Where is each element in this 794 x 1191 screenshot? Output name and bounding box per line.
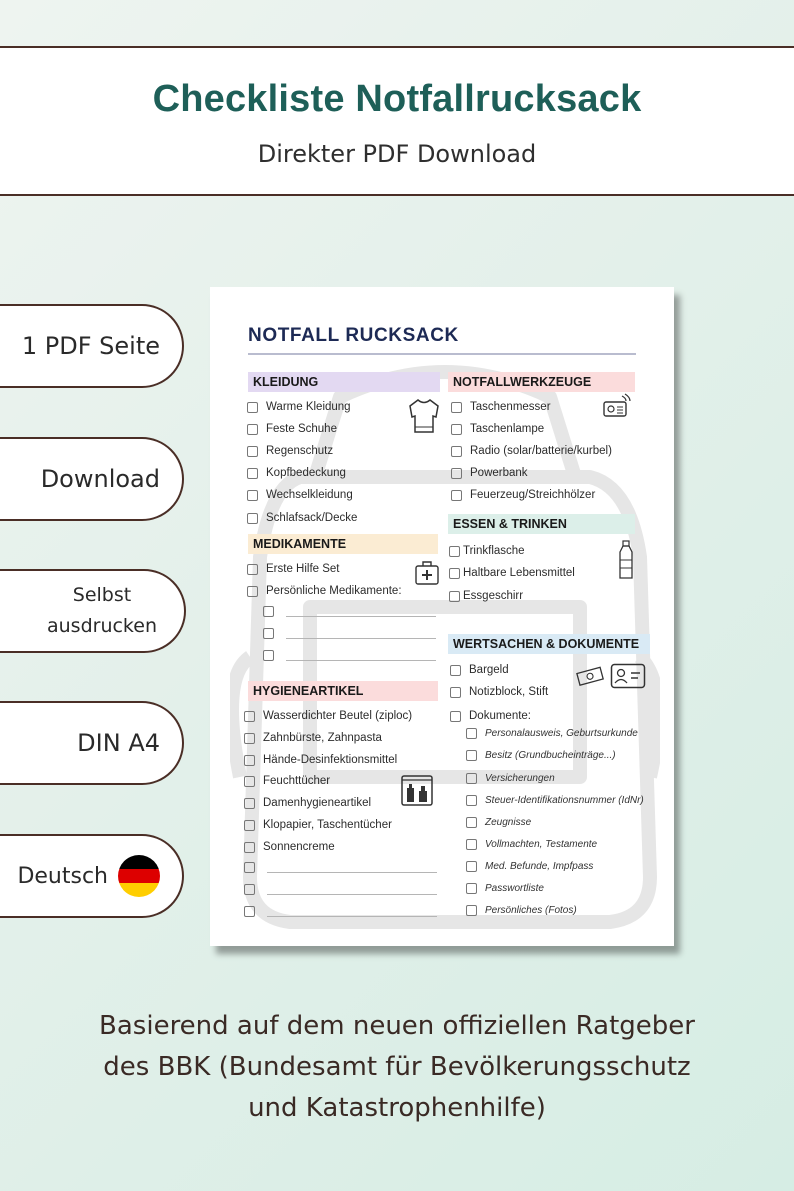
checklist-item[interactable]: [244, 754, 397, 766]
toiletry-bag-icon: [400, 771, 434, 807]
blank-item[interactable]: [244, 906, 437, 917]
checklist-item[interactable]: [449, 590, 523, 602]
item-label: Feuchttücher: [263, 775, 331, 787]
item-label: Bargeld: [469, 664, 509, 676]
page-subtitle: Direkter PDF Download: [257, 140, 537, 168]
badge-pdf-page: [0, 304, 184, 388]
badge-download: [0, 437, 184, 521]
item-label: Taschenmesser: [470, 401, 551, 413]
checklist-item[interactable]: [451, 423, 544, 435]
item-label: Haltbare Lebensmittel: [463, 567, 575, 579]
checklist-item[interactable]: [247, 489, 353, 501]
checklist-item[interactable]: [247, 423, 337, 435]
checklist-item[interactable]: [247, 467, 346, 479]
item-label: Steuer-Identifikationsnummer (IdNr): [485, 795, 644, 806]
item-label: Hände-Desinfektionsmittel: [263, 754, 398, 766]
checklist-item[interactable]: [451, 445, 612, 457]
checkbox[interactable]: [451, 402, 462, 413]
checklist-item[interactable]: [247, 401, 351, 413]
checkbox[interactable]: [451, 446, 462, 457]
document-item[interactable]: [466, 817, 531, 828]
page-title: Checkliste Notfallrucksack: [152, 78, 642, 120]
item-label: Notizblock, Stift: [469, 686, 549, 698]
section-hygiene: HYGIENEARTIKEL: [248, 681, 438, 701]
checklist-item[interactable]: [244, 841, 335, 853]
checkbox[interactable]: [244, 842, 255, 853]
checklist-preview: [210, 287, 674, 946]
checkbox[interactable]: [244, 711, 255, 722]
document-item[interactable]: [466, 773, 555, 784]
checklist-item[interactable]: [244, 775, 330, 787]
cash-icon: [576, 665, 606, 687]
checkbox[interactable]: [450, 687, 461, 698]
checkbox[interactable]: [449, 546, 460, 557]
badge-label: DIN A4: [77, 728, 160, 757]
write-line: [286, 616, 436, 617]
checklist-item[interactable]: [451, 489, 595, 501]
sweater-icon: [408, 397, 440, 435]
checkbox[interactable]: [466, 861, 477, 872]
document-item[interactable]: [466, 905, 577, 916]
checklist-item[interactable]: [247, 585, 402, 597]
item-label: Kopfbedeckung: [266, 467, 346, 479]
water-bottle-icon: [617, 540, 635, 580]
checkbox[interactable]: [466, 795, 477, 806]
checkbox[interactable]: [263, 628, 274, 639]
item-label: Essgeschirr: [463, 590, 524, 602]
section-kleidung: KLEIDUNG: [248, 372, 440, 392]
checklist-item[interactable]: [247, 445, 333, 457]
checkbox[interactable]: [247, 490, 258, 501]
checkbox[interactable]: [466, 839, 477, 850]
item-label: Wasserdichter Beutel (ziploc): [263, 710, 413, 722]
badge-din-a4: [0, 701, 184, 785]
checkbox[interactable]: [466, 905, 477, 916]
blank-item[interactable]: [263, 628, 436, 639]
write-line: [267, 894, 437, 895]
write-line: [267, 916, 437, 917]
section-notfallwerkzeuge: NOTFALLWERKZEUGE: [448, 372, 635, 392]
item-label: Wechselkleidung: [266, 489, 353, 501]
checklist-item[interactable]: [451, 401, 551, 413]
document-item[interactable]: [466, 883, 544, 894]
item-label: Damenhygieneartikel: [263, 797, 372, 809]
document-item[interactable]: [466, 795, 644, 806]
blank-item[interactable]: [244, 862, 437, 873]
checklist-item[interactable]: [244, 732, 382, 744]
checkbox[interactable]: [244, 776, 255, 787]
item-label: Klopapier, Taschentücher: [263, 819, 392, 831]
checklist-item[interactable]: [450, 710, 531, 722]
checklist-item[interactable]: [449, 545, 525, 557]
checkbox[interactable]: [247, 468, 258, 479]
checklist-item[interactable]: [244, 710, 412, 722]
checklist-item[interactable]: [244, 797, 371, 809]
checkbox[interactable]: [244, 884, 255, 895]
item-label: Trinkflasche: [463, 545, 525, 557]
item-label: Powerbank: [470, 467, 528, 479]
item-label: Sonnencreme: [263, 841, 335, 853]
checkbox[interactable]: [451, 468, 462, 479]
blank-item[interactable]: [244, 884, 437, 895]
badge-print: [0, 569, 186, 653]
item-label: Schlafsack/Decke: [266, 512, 358, 524]
document-item[interactable]: [466, 750, 616, 761]
source-note: [0, 1006, 794, 1129]
radio-icon: [602, 393, 632, 419]
badge-label: Deutsch: [17, 863, 108, 889]
checkbox[interactable]: [449, 591, 460, 602]
item-label: Med. Befunde, Impfpass: [485, 861, 594, 872]
checkbox[interactable]: [247, 446, 258, 457]
item-label: Persönliche Medikamente:: [266, 585, 402, 597]
section-medikamente: MEDIKAMENTE: [248, 534, 438, 554]
checkbox[interactable]: [244, 755, 255, 766]
page-header: [0, 46, 794, 196]
badge-label: 1 PDF Seite: [21, 331, 160, 360]
write-line: [267, 872, 437, 873]
item-label: Vollmachten, Testamente: [485, 839, 598, 850]
item-label: Persönliches (Fotos): [485, 905, 577, 916]
checkbox[interactable]: [449, 568, 460, 579]
checklist-item[interactable]: [451, 467, 528, 479]
item-label: Zeugnisse: [485, 817, 532, 828]
item-label: Zahnbürste, Zahnpasta: [263, 732, 382, 744]
item-label: Feuerzeug/Streichhölzer: [470, 489, 596, 501]
section-wertsachen: WERTSACHEN & DOKUMENTE: [448, 634, 650, 654]
checkbox[interactable]: [450, 665, 461, 676]
checkbox[interactable]: [247, 586, 258, 597]
section-essen-trinken: ESSEN & TRINKEN: [448, 514, 635, 534]
checkbox[interactable]: [263, 606, 274, 617]
write-line: [286, 660, 436, 661]
first-aid-kit-icon: [414, 560, 440, 586]
source-line: Basierend auf dem neuen offiziellen Ratgeber: [99, 1011, 695, 1041]
document-item[interactable]: [466, 839, 597, 850]
checkbox[interactable]: [466, 773, 477, 784]
badge-label: Selbst ausdrucken: [46, 584, 157, 637]
item-label: Taschenlampe: [470, 423, 545, 435]
checklist-item[interactable]: [450, 686, 548, 698]
id-card-icon: [610, 663, 646, 689]
badge-label: Download: [40, 464, 160, 493]
title-divider: [248, 353, 636, 355]
item-label: Regenschutz: [266, 445, 334, 457]
badge-language: [0, 834, 184, 918]
checklist-item[interactable]: [244, 819, 392, 831]
document-item[interactable]: [466, 728, 638, 739]
checklist-item[interactable]: [247, 563, 340, 575]
checkbox[interactable]: [244, 906, 255, 917]
checkbox[interactable]: [466, 883, 477, 894]
sheet-title: NOTFALL RUCKSACK: [248, 325, 459, 346]
item-label: Erste Hilfe Set: [266, 563, 340, 575]
checklist-item[interactable]: [449, 567, 575, 579]
checkbox[interactable]: [247, 513, 258, 524]
checkbox[interactable]: [466, 817, 477, 828]
checkbox[interactable]: [451, 424, 462, 435]
checklist-item[interactable]: [450, 664, 509, 676]
checkbox[interactable]: [244, 733, 255, 744]
checkbox[interactable]: [244, 820, 255, 831]
checkbox[interactable]: [466, 728, 477, 739]
checkbox[interactable]: [466, 750, 477, 761]
item-label: Personalausweis, Geburtsurkunde: [485, 728, 638, 739]
item-label: Radio (solar/batterie/kurbel): [470, 445, 612, 457]
document-item[interactable]: [466, 861, 593, 872]
source-line: des BBK (Bundesamt für Bevölkerungsschutz: [103, 1052, 691, 1082]
checkbox[interactable]: [450, 711, 461, 722]
checkbox[interactable]: [244, 798, 255, 809]
item-label: Passwortliste: [485, 883, 544, 894]
checkbox[interactable]: [451, 490, 462, 501]
checkbox[interactable]: [247, 424, 258, 435]
blank-item[interactable]: [263, 606, 436, 617]
item-label: Dokumente:: [469, 710, 532, 722]
source-line: und Katastrophenhilfe): [248, 1093, 546, 1123]
item-label: Besitz (Grundbucheinträge...): [485, 750, 616, 761]
checklist-item[interactable]: [247, 512, 357, 524]
german-flag-icon: [118, 855, 160, 897]
write-line: [286, 638, 436, 639]
checkbox[interactable]: [247, 402, 258, 413]
item-label: Warme Kleidung: [266, 401, 351, 413]
item-label: Feste Schuhe: [266, 423, 337, 435]
checkbox[interactable]: [263, 650, 274, 661]
item-label: Versicherungen: [485, 773, 555, 784]
checkbox[interactable]: [244, 862, 255, 873]
checkbox[interactable]: [247, 564, 258, 575]
blank-item[interactable]: [263, 650, 436, 661]
